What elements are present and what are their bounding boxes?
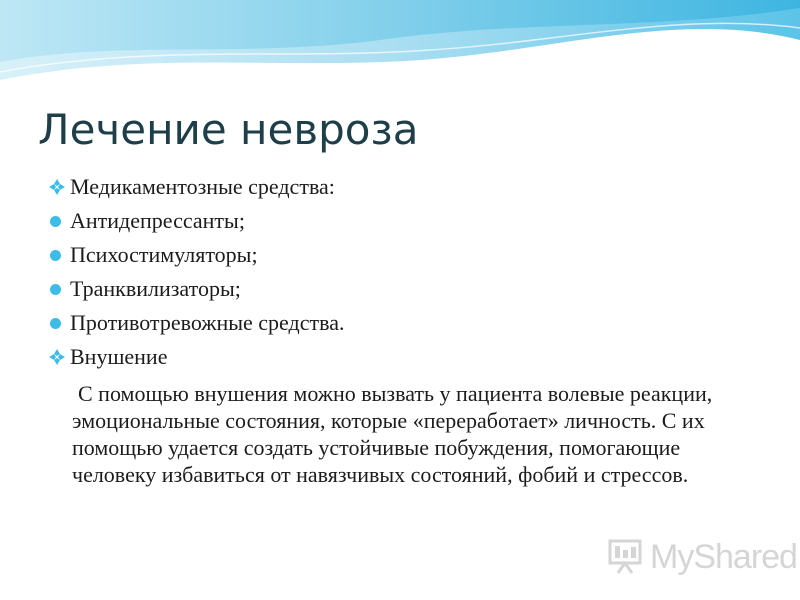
list-item-text: Противотревожные средства. <box>70 310 345 335</box>
watermark <box>606 535 797 580</box>
paragraph-text: С помощью внушения можно вызвать у пациента волевые реакции, эмоциональные состояния, которые «переработает» личность. С их помощью удается создать устойчивые побуждения, помогающие человеку избавиться от навязчивых состояний, фобий и стрессов. <box>72 381 713 487</box>
list-item <box>48 272 768 306</box>
body-paragraph <box>72 380 762 488</box>
list-item <box>48 306 768 340</box>
list-item-text: Внушение <box>70 344 168 369</box>
round-bullet-icon <box>48 250 70 261</box>
list-item <box>48 204 768 238</box>
watermark-text: MyShared <box>650 538 797 576</box>
list-item-text: Антидепрессанты; <box>70 208 245 233</box>
diamond-bullet-icon <box>48 348 70 366</box>
presentation-board-icon <box>606 535 646 580</box>
list-item-text: Медикаментозные средства: <box>70 174 335 199</box>
list-item <box>48 170 768 204</box>
round-bullet-icon <box>48 284 70 295</box>
slide-title: Лечение невроза <box>38 105 419 154</box>
slide-content <box>48 170 768 488</box>
diamond-bullet-icon <box>48 178 70 196</box>
round-bullet-icon <box>48 318 70 329</box>
list-item-text: Транквилизаторы; <box>70 276 241 301</box>
list-item-text: Психостимуляторы; <box>70 242 258 267</box>
header-wave-decoration <box>0 0 800 110</box>
list-item <box>48 340 768 374</box>
round-bullet-icon <box>48 216 70 227</box>
list-item <box>48 238 768 272</box>
